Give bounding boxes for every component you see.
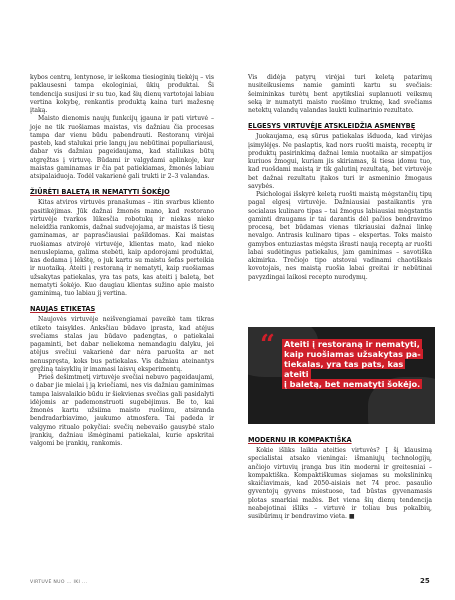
quote-mark-icon: “ bbox=[260, 330, 275, 360]
left-column bbox=[30, 74, 214, 448]
section-heading-personality: ELGESYS VIRTUVĖJE ATSKLEIDŽIA ASMENYBĘ bbox=[248, 122, 416, 131]
right-intro-paragraph: Vis didėja patyrų virėjai turi keletą patarimų nusiteikusiems namie gaminti kartu su svečiais: šeimininkas turėtų bent apytiksliai suplanuoti veiksmų seką ir numatyti maisto ruošimo trukmę, kad svečiams netektų valandų valandas laukti kulinarinio rezultato. bbox=[248, 74, 432, 114]
etiquette-paragraph-1: Naujovės virtuvėje neišvengiamai paveikė tam tikras etiketo taisykles. Anksčiau būdavo įprasta, kad atėjus svečiams stalas jau būdavo padengtas, o patiekalai pagaminti, bet dabar neliekoma nemandagiu dalyku, jei atėjus svečiui vakarienė dar nėra paruošta ar net nenuspręsta, koks bus patiekalas. Vis dažniau ateinantys gręžiną taisyklių ir imamasi laisvų eksperimentų. bbox=[30, 316, 214, 373]
section-heading-etiquette: NAUJAS ETIKETAS bbox=[30, 305, 96, 314]
pull-quote-text bbox=[282, 339, 430, 389]
right-column bbox=[248, 74, 432, 282]
pull-quote bbox=[248, 327, 435, 424]
personality-paragraph-2: Psichologai išskyrė keletą ruošti maistą mėgstančių tipų pagal elgesį virtuvėje. Dažniausiai pastaikantis yra socialaus kulinaro tipas – tai žmogus labiausiai mėgstantis gaminti draugams ir tai darantis dėl pačios bendravimo procesą, bet būdamas vienas tikriausiai dažnai linkę nevalgo. Antrasis kulinaro tipas – ekspertas. Toks maisto gamybos entuziastas mėgsta išrasti naują receptą ar ruošti labai sudėtingus patiekalus, jam gaminimas – savotiška akimirka. Trečiojo tipo atstovai vadinami chaotiškais kovotojais, nes maistą ruošia labai greitai ir nebūtinai pavyzdingai laikosi recepto nurodymų. bbox=[248, 191, 432, 281]
quote-line: Ateiti į restoraną ir nematyti, bbox=[284, 339, 420, 349]
section-heading-modern: MODERNU IR KOMPAKTIŠKA bbox=[248, 436, 352, 444]
right-column-bottom bbox=[248, 436, 432, 521]
quote-line: į baletą, bet nematyti šokėjo. bbox=[284, 379, 421, 389]
etiquette-paragraph-2: Prieš dešimtmetį virtuvėje svečiai nebuvo pageidaujami, o dabar jie mielai į ją kviečiami, nes vis dažniau gaminimas tampa laisvalaikio būdu ir šiekvienas svečias gali pasidalyti idėjomis ar pademonstruoti sugebėjimus. Be to, kai žmonės kartu užsiima maisto ruošimu, atsiranda bendradarbiavimo, jaukumo atmosfera. Tai padeda ir valgymo ritualo pokyčiai: svečių nebevaišo gausybė stalo įrankių, dažniau išmėginami patiekalai, kurie apskritai valgomi be įrankių, rankomis. bbox=[30, 374, 214, 447]
section-heading-ballet: ŽIŪRĖTI BALETĄ IR NEMATYTI ŠOKĖJO bbox=[30, 188, 170, 197]
page-number: 25 bbox=[420, 577, 430, 585]
quote-line: tiekalas, yra tas pats, kas ateiti bbox=[284, 359, 404, 379]
ballet-paragraph: Kitas atviros virtuvės pranašumas – itin svarbus kliento pasitikėjimas. Jūk dažnai žmonės mano, kad restorano virtuvėje tvarkos lūkesčia robotukų ir niekas nieko neleidžia rankomis, dažnai sudvejojama, ar maistas iš tiesų gaminamas, ar paprasčiausiai pašildomas. Kai maistas ruošiamas atvirojė virtuvėje, klientas mato, kad nieko nenuslepiama, galima stebėti, kaip apdorojami produktai, kas dedama į lėkštę, o juk kartu su maistu šefas perteikia ir nuotaiką. Ateiti į restoraną ir nematyti, kaip ruošiamas užsakytas patiekalas, yra tas pats, kas ateiti į baletą, bet nematyti šokėjo. Kuo daugiau klientas sužino apie maisto gaminimą, tuo labiau jį vertina. bbox=[30, 199, 214, 297]
intro-paragraph-1: kybos centrų, lentynose, ir ieškoma tiesioginių tiekėjų – vis paklausesni tampa ekologiniai, ūkių produktai. Ši tendencija susijusi ir su tuo, kad šių dienų vartotojai labiau vertina kokybę, renkantis produktą kaina turi mažesnę įtaką. bbox=[30, 74, 214, 114]
intro-paragraph-2: Maisto dienomis naujų funkcijų įgauna ir pati virtuvė – joje ne tik ruošiamas maistas, vis dažniau čia procesas tampa dar vienu būdu pabendrauti. Restoranų virėjai pasteb, kad stalukai prie langų jau nebūtinai populiariausi, dabar vis dažniau pageidaujama, kad staliukas būtų atgręžtas į virtuvę. Būdami ir valgydami aplinkoje, kur maistas gaminamas ir čia pat patiekiamas, žmonės labiau atsipalaiduoja. Todėl vakarienė gali trukti ir 2–3 valandas. bbox=[30, 115, 214, 180]
footer-running-title: VIRTUVĖ NUO ... IKI ... bbox=[30, 580, 88, 585]
modern-paragraph: Kokie išliks laikia ateities virtuvės? Į šį klausimą specialistai atsako vieningai: išmaniųjų technologijų, ančiojo virtuvių įranga bus itin moderni ir greitesniai – kompaktiška. Kompaktiškumas siejamas su mokslininkų skaičiavimais, kad 2050-aisiais net 74 proc. pasaulio gyventojų gyvens miestuose, tad būstas gyvenamasis plotas smarkiai mažės. Bet viena šių dienų tendencija neabejotinai išliks – virtuvė ir toliau bus pokalbių, susibūrimų ir bendravimo vieta. ■ bbox=[248, 447, 432, 520]
quote-line: kaip ruošiamas užsakytas pa- bbox=[284, 349, 421, 359]
personality-paragraph-1: Juokaujama, esą sūrus patiekalas išduoda, kad virėjas įsimylėjęs. Ne paslaptis, kad nors ruošti maistą, receptų ir produktų pasirinkimą dažnai lemia nuotaika ar simpatijos kuriuos žmogui, kuriam jis skiriamas, ši tiesa įdomu tuo, kad ruošdami maistą ir tik galutinį rezultatą, bet virtuvėje bet dažnai rezultatu įtakos turi ir asmeninio žmogaus savybės. bbox=[248, 133, 432, 190]
